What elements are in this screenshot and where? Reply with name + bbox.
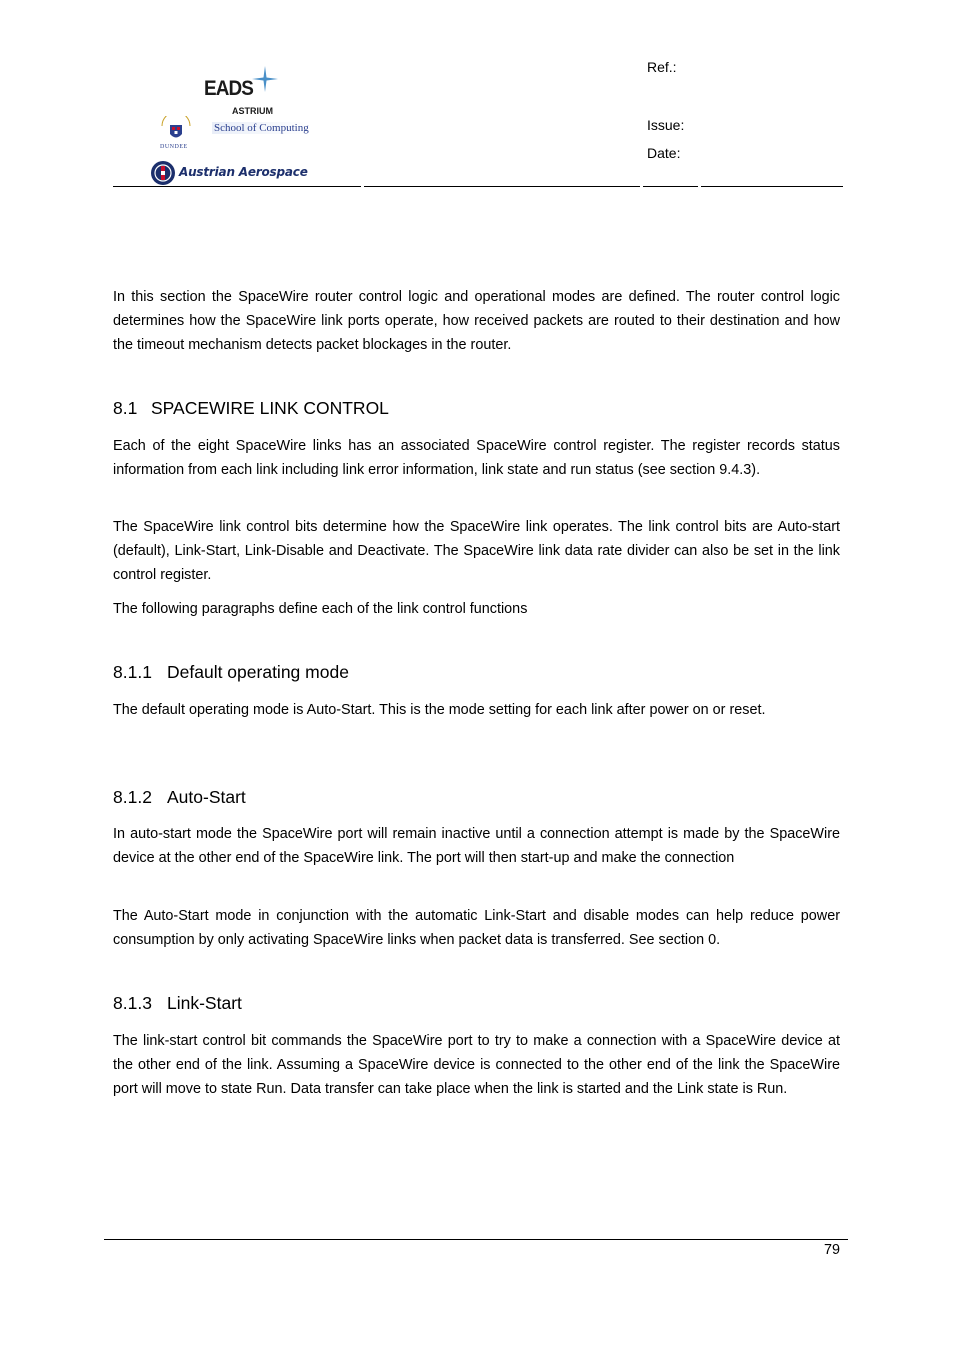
ref-label: Ref.: [647,59,677,75]
eads-wordmark: EADS [204,77,253,100]
school-of-computing-label: School of Computing [214,122,309,134]
date-label: Date: [647,145,681,161]
header-rule-4 [701,186,843,187]
header-rule-2 [364,186,640,187]
paragraph: The SpaceWire link control bits determine how the SpaceWire link operates. The link control bits are Auto-start (default), Link-Start, Link-Disable and Deactivate. The SpaceWire link data rate divider can also be set in the link control register. [113,519,840,583]
austrian-aerospace-wordmark: Austrian Aerospace [179,165,308,179]
section-title: Link-Start [167,993,242,1013]
austrian-aerospace-logo [148,158,348,188]
eads-astrium-logo [204,66,334,116]
header-rule-1 [113,186,361,187]
section-number: 8.1.3 [113,993,152,1013]
section-8-1-1-heading [113,662,349,683]
dundee-logo [148,110,348,156]
section-number: 8.1 [113,398,138,418]
section-number: 8.1.1 [113,662,152,682]
header-logos [148,52,348,192]
university-crest-icon [158,116,194,144]
dundee-label: DUNDEE [160,144,188,150]
section-title: Default operating mode [167,662,349,682]
section-number: 8.1.2 [113,787,152,807]
section-8-1-2-heading [113,787,246,808]
paragraph: Each of the eight SpaceWire links has an associated SpaceWire control register. The register records status information from each link including link error information, link state and run status (see section 9.4.3). [113,438,840,478]
section-8-1-3-heading [113,993,242,1014]
section-8-1-heading [113,398,389,419]
paragraph: The Auto-Start mode in conjunction with the automatic Link-Start and disable modes can help reduce power consumption by only activating SpaceWire links when packet data is transferred. See section 0. [113,908,840,948]
footer-rule [104,1239,848,1240]
header-rule-3 [643,186,698,187]
star-icon [252,66,278,92]
paragraph: In auto-start mode the SpaceWire port will remain inactive until a connection attempt is made by the SpaceWire device at the other end of the SpaceWire link. The port will then start-up and make the connection [113,826,840,866]
section-title: Auto-Start [167,787,246,807]
intro-paragraph: In this section the SpaceWire router control logic and operational modes are defined. The router control logic determines how the SpaceWire link ports operate, how received packets are routed to their destination and how the timeout mechanism detects packet blockages in the router. [113,289,840,353]
page-number: 79 [823,1242,840,1258]
issue-label: Issue: [647,117,685,133]
paragraph: The default operating mode is Auto-Start. This is the mode setting for each link after power on or reset. [113,702,766,718]
paragraph: The link-start control bit commands the SpaceWire port to try to make a connection with a SpaceWire device at the other end of the link. Assuming a SpaceWire device is connected to the other end of the link the SpaceWire port will move to state Run. Data transfer can take place when the link is started and the Link state is Run. [113,1033,840,1097]
austrian-emblem-icon [150,160,176,186]
paragraph: The following paragraphs define each of the link control functions [113,601,528,617]
section-title: SPACEWIRE LINK CONTROL [151,398,389,418]
astrium-wordmark: ASTRIUM [232,106,273,116]
